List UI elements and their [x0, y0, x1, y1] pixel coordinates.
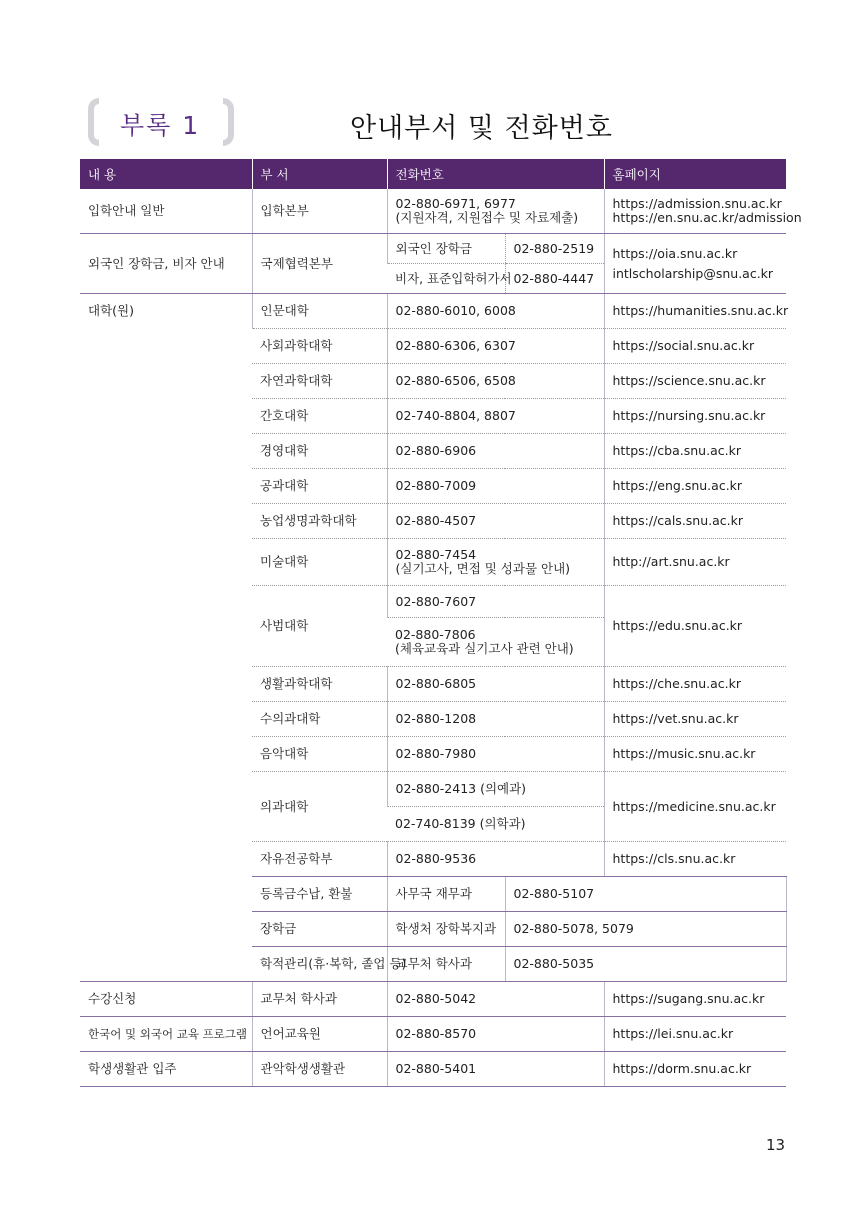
dept-cell: 관악학생생활관 — [252, 1052, 387, 1087]
phone-note: (지원자격, 지원접수 및 자료제출) — [395, 210, 579, 225]
dept-cell: 생활과학대학 — [252, 667, 387, 702]
dept-cell: 공과대학 — [252, 469, 387, 504]
content-cell: 수강신청 — [80, 982, 252, 1017]
homepage-link[interactable]: https://edu.snu.ac.kr — [604, 586, 786, 667]
content-cell: 학적관리(휴·복학, 졸업 등) — [252, 947, 387, 982]
sub-label-cell: 비자, 표준입학허가서 — [387, 264, 505, 294]
dept-cell: 미술대학 — [252, 539, 387, 586]
phone-cell: 02-880-5401 — [387, 1052, 604, 1087]
content-cell: 대학(원) — [80, 294, 252, 982]
phone-cell — [387, 539, 604, 586]
dept-cell: 간호대학 — [252, 399, 387, 434]
phone-cell: 02-880-6506, 6508 — [387, 364, 604, 399]
homepage-link[interactable]: https://humanities.snu.ac.kr — [604, 294, 786, 329]
left-bracket-decoration — [88, 98, 99, 146]
dept-cell: 교무처 학사과 — [387, 947, 505, 982]
dept-cell: 농업생명과학대학 — [252, 504, 387, 539]
dept-cell: 사무국 재무과 — [387, 877, 505, 912]
homepage-link[interactable]: https://sugang.snu.ac.kr — [604, 982, 786, 1017]
content-cell: 입학안내 일반 — [80, 189, 252, 234]
phone-cell: 02-880-1208 — [387, 702, 604, 737]
homepage-link[interactable]: https://vet.snu.ac.kr — [604, 702, 786, 737]
phone-note: (실기고사, 면접 및 성과물 안내) — [395, 561, 571, 576]
dept-cell: 수의과대학 — [252, 702, 387, 737]
homepage-link[interactable]: https://che.snu.ac.kr — [604, 667, 786, 702]
homepage-link[interactable]: https://social.snu.ac.kr — [604, 329, 786, 364]
content-cell: 학생생활관 입주 — [80, 1052, 252, 1087]
column-header: 홈페이지 — [604, 159, 786, 189]
table-row — [80, 234, 786, 264]
dept-cell: 사회과학대학 — [252, 329, 387, 364]
table-row — [80, 982, 786, 1017]
phone-number: 02-880-7806 — [395, 627, 476, 642]
dept-cell: 사범대학 — [252, 586, 387, 667]
phone-cell: 02-880-5107 — [505, 877, 786, 912]
phone-cell: 02-880-4507 — [387, 504, 604, 539]
dept-cell: 자유전공학부 — [252, 842, 387, 877]
table-header-row — [80, 159, 786, 189]
phone-cell: 02-880-2413 (의예과) — [387, 772, 604, 807]
homepage-link[interactable]: https://eng.snu.ac.kr — [604, 469, 786, 504]
phone-cell: 02-740-8804, 8807 — [387, 399, 604, 434]
right-bracket-decoration — [223, 98, 234, 146]
dept-cell: 입학본부 — [252, 189, 387, 234]
phone-cell — [387, 618, 604, 667]
phone-cell: 02-880-8570 — [387, 1017, 604, 1052]
phone-cell: 02-740-8139 (의학과) — [387, 807, 604, 842]
phone-cell: 02-880-7980 — [387, 737, 604, 772]
table-row — [80, 189, 786, 234]
content-cell: 한국어 및 외국어 교육 프로그램 — [80, 1017, 252, 1052]
homepage-link[interactable]: https://dorm.snu.ac.kr — [604, 1052, 786, 1087]
homepage-link[interactable]: https://science.snu.ac.kr — [604, 364, 786, 399]
email-link[interactable]: intlscholarship@snu.ac.kr — [612, 265, 774, 281]
homepage-link[interactable]: https://lei.snu.ac.kr — [604, 1017, 786, 1052]
homepage-cell — [604, 189, 802, 234]
table-row — [80, 1017, 786, 1052]
table-row — [80, 294, 786, 329]
contact-table — [80, 159, 802, 1087]
dept-cell: 학생처 장학복지과 — [387, 912, 505, 947]
phone-cell: 02-880-5078, 5079 — [505, 912, 786, 947]
phone-cell — [387, 189, 604, 234]
phone-cell: 02-880-9536 — [387, 842, 604, 877]
phone-cell: 02-880-4447 — [505, 264, 604, 294]
dept-cell: 자연과학대학 — [252, 364, 387, 399]
phone-number: 02-880-6971, 6977 — [395, 196, 516, 211]
page-header — [82, 98, 786, 152]
homepage-link[interactable]: https://cals.snu.ac.kr — [604, 504, 786, 539]
sub-label-cell: 외국인 장학금 — [387, 234, 505, 264]
homepage-link[interactable]: http://art.snu.ac.kr — [604, 539, 786, 586]
homepage-link[interactable]: https://cls.snu.ac.kr — [604, 842, 786, 877]
phone-cell: 02-880-7009 — [387, 469, 604, 504]
dept-cell: 의과대학 — [252, 772, 387, 842]
phone-cell: 02-880-2519 — [505, 234, 604, 264]
homepage-link[interactable]: https://en.snu.ac.kr/admission — [612, 210, 802, 225]
dept-cell: 교무처 학사과 — [252, 982, 387, 1017]
phone-cell: 02-880-5035 — [505, 947, 786, 982]
dept-cell: 국제협력본부 — [252, 234, 387, 294]
table-row — [80, 1052, 786, 1087]
phone-cell: 02-880-6306, 6307 — [387, 329, 604, 364]
phone-note: (체육교육과 실기고사 관련 안내) — [395, 641, 574, 656]
page-number: 13 — [766, 1136, 786, 1154]
phone-cell: 02-880-6906 — [387, 434, 604, 469]
homepage-cell — [604, 234, 786, 294]
content-cell: 외국인 장학금, 비자 안내 — [80, 234, 252, 294]
dept-cell: 경영대학 — [252, 434, 387, 469]
page-title: 안내부서 및 전화번호 — [350, 113, 613, 144]
homepage-link[interactable]: https://medicine.snu.ac.kr — [604, 772, 786, 842]
phone-cell: 02-880-7607 — [387, 586, 604, 618]
homepage-link[interactable]: https://oia.snu.ac.kr — [612, 245, 738, 261]
dept-cell: 언어교육원 — [252, 1017, 387, 1052]
column-header: 부 서 — [252, 159, 387, 189]
dept-cell: 인문대학 — [252, 294, 387, 329]
appendix-label: 부록 1 — [120, 111, 201, 140]
homepage-link[interactable]: https://music.snu.ac.kr — [604, 737, 786, 772]
phone-cell: 02-880-6805 — [387, 667, 604, 702]
homepage-link[interactable]: https://admission.snu.ac.kr — [612, 196, 782, 211]
homepage-link[interactable]: https://nursing.snu.ac.kr — [604, 399, 786, 434]
homepage-link[interactable]: https://cba.snu.ac.kr — [604, 434, 786, 469]
column-header: 내 용 — [80, 159, 252, 189]
phone-number: 02-880-7454 — [395, 547, 477, 562]
dept-cell: 음악대학 — [252, 737, 387, 772]
phone-cell: 02-880-6010, 6008 — [387, 294, 604, 329]
column-header: 전화번호 — [387, 159, 604, 189]
phone-cell: 02-880-5042 — [387, 982, 604, 1017]
content-cell: 등록금수납, 환불 — [252, 877, 387, 912]
content-cell: 장학금 — [252, 912, 387, 947]
